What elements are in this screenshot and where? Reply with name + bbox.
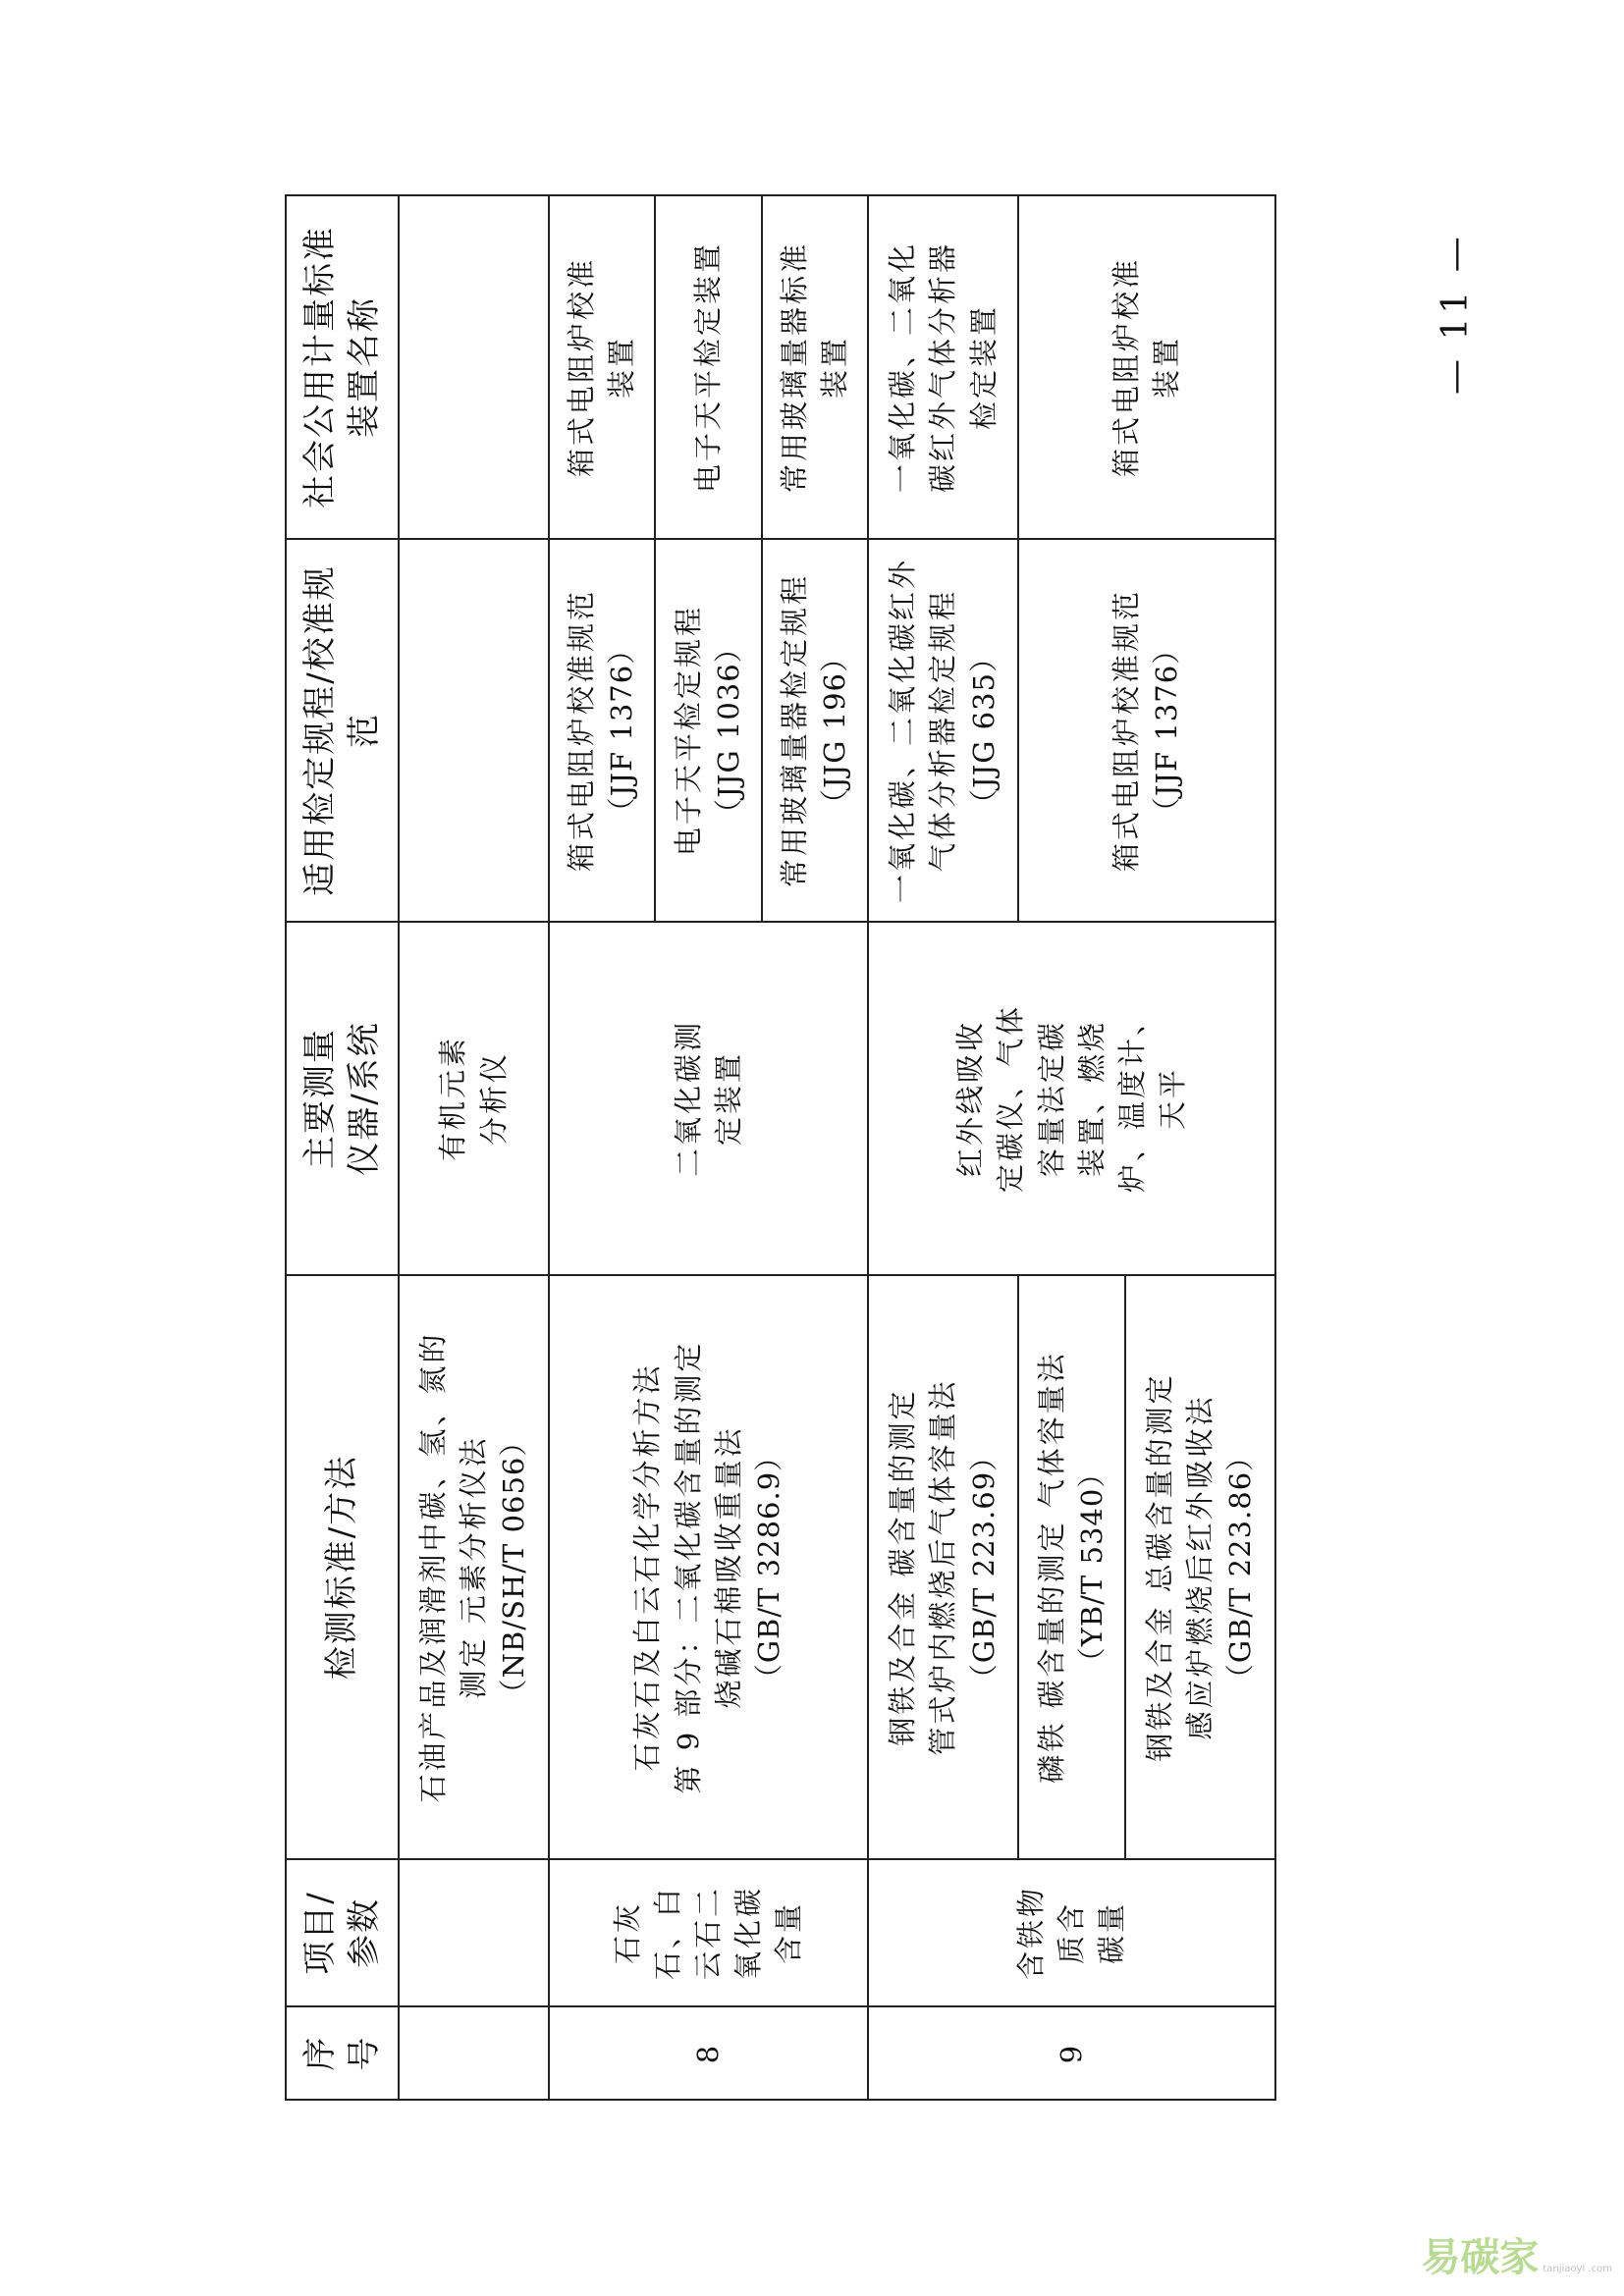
- cell-instrument: 红外线吸收 定碳仪、气体 容量法定碳 装置、燃烧 炉、温度计、 天平: [868, 922, 1275, 1275]
- cell-item-empty: [399, 1859, 549, 2006]
- cell-seq: 9: [868, 2006, 1275, 2100]
- cell-regulation: 箱式电阻炉校准规范 （JJF 1376）: [1018, 539, 1275, 922]
- cell-method: 石油产品及润滑剂中碳、氢、氮的 测定 元素分析仪法 （NB/SH/T 0656）: [399, 1275, 549, 1859]
- watermark-sub: tanjiaoyi .com: [1543, 2264, 1612, 2274]
- cell-standard: 常用玻璃量器标准 装置: [762, 195, 868, 539]
- header-instrument: 主要测量 仪器/系统: [286, 922, 399, 1275]
- cell-method: 钢铁及合金 总碳含量的测定 感应炉燃烧后红外吸收法 （GB/T 223.86）: [1125, 1275, 1275, 1859]
- page-number: — 11 —: [1435, 233, 1476, 396]
- header-seq: 序号: [286, 2006, 399, 2100]
- header-standard: 社会公用计量标准 装置名称: [286, 195, 399, 539]
- header-method: 检测标准/方法: [286, 1275, 399, 1859]
- header-regulation: 适用检定规程/校准规范: [286, 539, 399, 922]
- cell-item: 含铁物 质含 碳量: [868, 1859, 1275, 2006]
- table-row: [868, 195, 1018, 2100]
- cell-standard: 箱式电阻炉校准 装置: [549, 195, 655, 539]
- cell-instrument: 二氧化碳测 定装置: [549, 922, 868, 1275]
- table-header-row: [286, 195, 399, 2100]
- watermark-text: 易碳家: [1421, 2235, 1540, 2280]
- rotated-table-container: [285, 196, 1276, 2101]
- cell-standard: 箱式电阻炉校准 装置: [1018, 195, 1275, 539]
- cell-regulation: 一氧化碳、二氧化碳红外 气体分析器检定规程 （JJG 635）: [868, 539, 1018, 922]
- cell-item: 石灰 石、白 云石二 氧化碳 含量: [549, 1859, 868, 2006]
- cell-regulation-empty: [399, 539, 549, 922]
- watermark-logo: [1421, 2226, 1612, 2282]
- cell-method: 磷铁 碳含量的测定 气体容量法 （YB/T 5340）: [1018, 1275, 1124, 1859]
- cell-regulation: 电子天平检定规程 （JJG 1036）: [655, 539, 761, 922]
- cell-standard: 电子天平检定装置: [655, 195, 761, 539]
- cell-method: 钢铁及合金 碳含量的测定 管式炉内燃烧后气体容量法 （GB/T 223.69）: [868, 1275, 1018, 1859]
- cell-instrument: 有机元素 分析仪: [399, 922, 549, 1275]
- cell-seq-empty: [399, 2006, 549, 2100]
- cell-regulation: 常用玻璃量器检定规程 （JJG 196）: [762, 539, 868, 922]
- cell-method: 石灰石及白云石化学分析方法 第 9 部分：二氧化碳含量的测定 烧碱石棉吸收重量法 （GB/T 3286.9）: [549, 1275, 868, 1859]
- cell-standard: 一氧化碳、二氧化 碳红外气体分析器 检定装置: [868, 195, 1018, 539]
- cell-seq: 8: [549, 2006, 868, 2100]
- calibration-standards-table: [285, 194, 1276, 2101]
- cell-standard-empty: [399, 195, 549, 539]
- cell-regulation: 箱式电阻炉校准规范 （JJF 1376）: [549, 539, 655, 922]
- header-item: 项目/ 参数: [286, 1859, 399, 2006]
- table-row: [549, 195, 655, 2100]
- table-row: [399, 195, 549, 2100]
